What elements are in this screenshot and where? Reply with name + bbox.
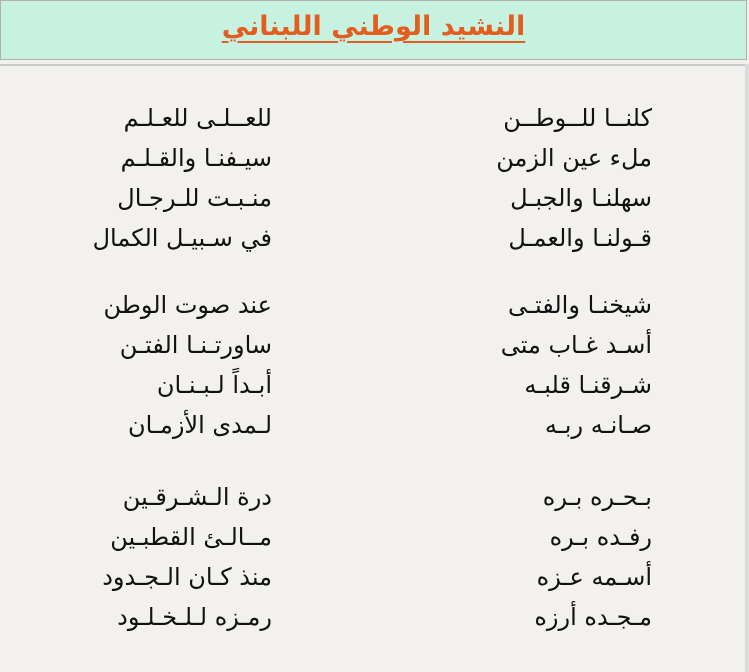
stanza-2-right-column [380, 285, 652, 445]
verse-line: عند صوت الوطن [103, 291, 272, 319]
verse-line: أبـداً لـبـنـان [156, 371, 272, 399]
verse-line: أسـد غـاب متى [500, 331, 652, 359]
verse-line: ساورتـنـا الفتـن [119, 331, 272, 359]
title-banner [0, 0, 747, 60]
stanza-2-left-column [40, 285, 272, 445]
verse-line: في سـبيـل الكمال [92, 224, 272, 252]
stanza-3-right-column [380, 477, 652, 637]
verse-line: سهلنـا والجبـل [510, 184, 652, 212]
verse-line: منذ كـان الـجـدود [102, 563, 272, 591]
verse-line: قـولنـا والعمـل [508, 224, 652, 252]
verse-line: سيـفنـا والقـلـم [120, 144, 272, 172]
verse-line: درة الـشـرقـين [122, 483, 272, 511]
stanza-1-right-column [380, 98, 652, 258]
verse-line: ملء عين الزمن [496, 144, 652, 172]
verse-line: أسـمه عـزه [536, 563, 652, 591]
verse-line: شيخنـا والفتـى [507, 291, 652, 319]
verse-line: شـرقنـا قلبـه [524, 371, 652, 399]
header-divider [0, 64, 749, 66]
verse-line: للعــلـى للعـلـم [123, 104, 272, 132]
verse-line: منـبـت للـرجـال [117, 184, 272, 212]
verse-line: صـانـه ربـه [544, 411, 652, 439]
stanza-1-left-column [40, 98, 272, 258]
verse-line: لـمدى الأزمـان [128, 411, 272, 439]
verse-line: مـجـده أرزه [534, 603, 652, 631]
verse-line: بـحـره بـره [542, 483, 652, 511]
verse-line: رمـزه لـلـخـلـود [117, 603, 272, 631]
verse-line: كلنــا للــوطــن [503, 104, 652, 132]
stanza-3-left-column [40, 477, 272, 637]
page-edge [745, 64, 749, 672]
verse-line: رفـده بـره [549, 523, 652, 551]
verse-line: مــالـئ القطبـين [110, 523, 272, 551]
anthem-title: النشيد الوطني اللبناني [221, 11, 526, 42]
